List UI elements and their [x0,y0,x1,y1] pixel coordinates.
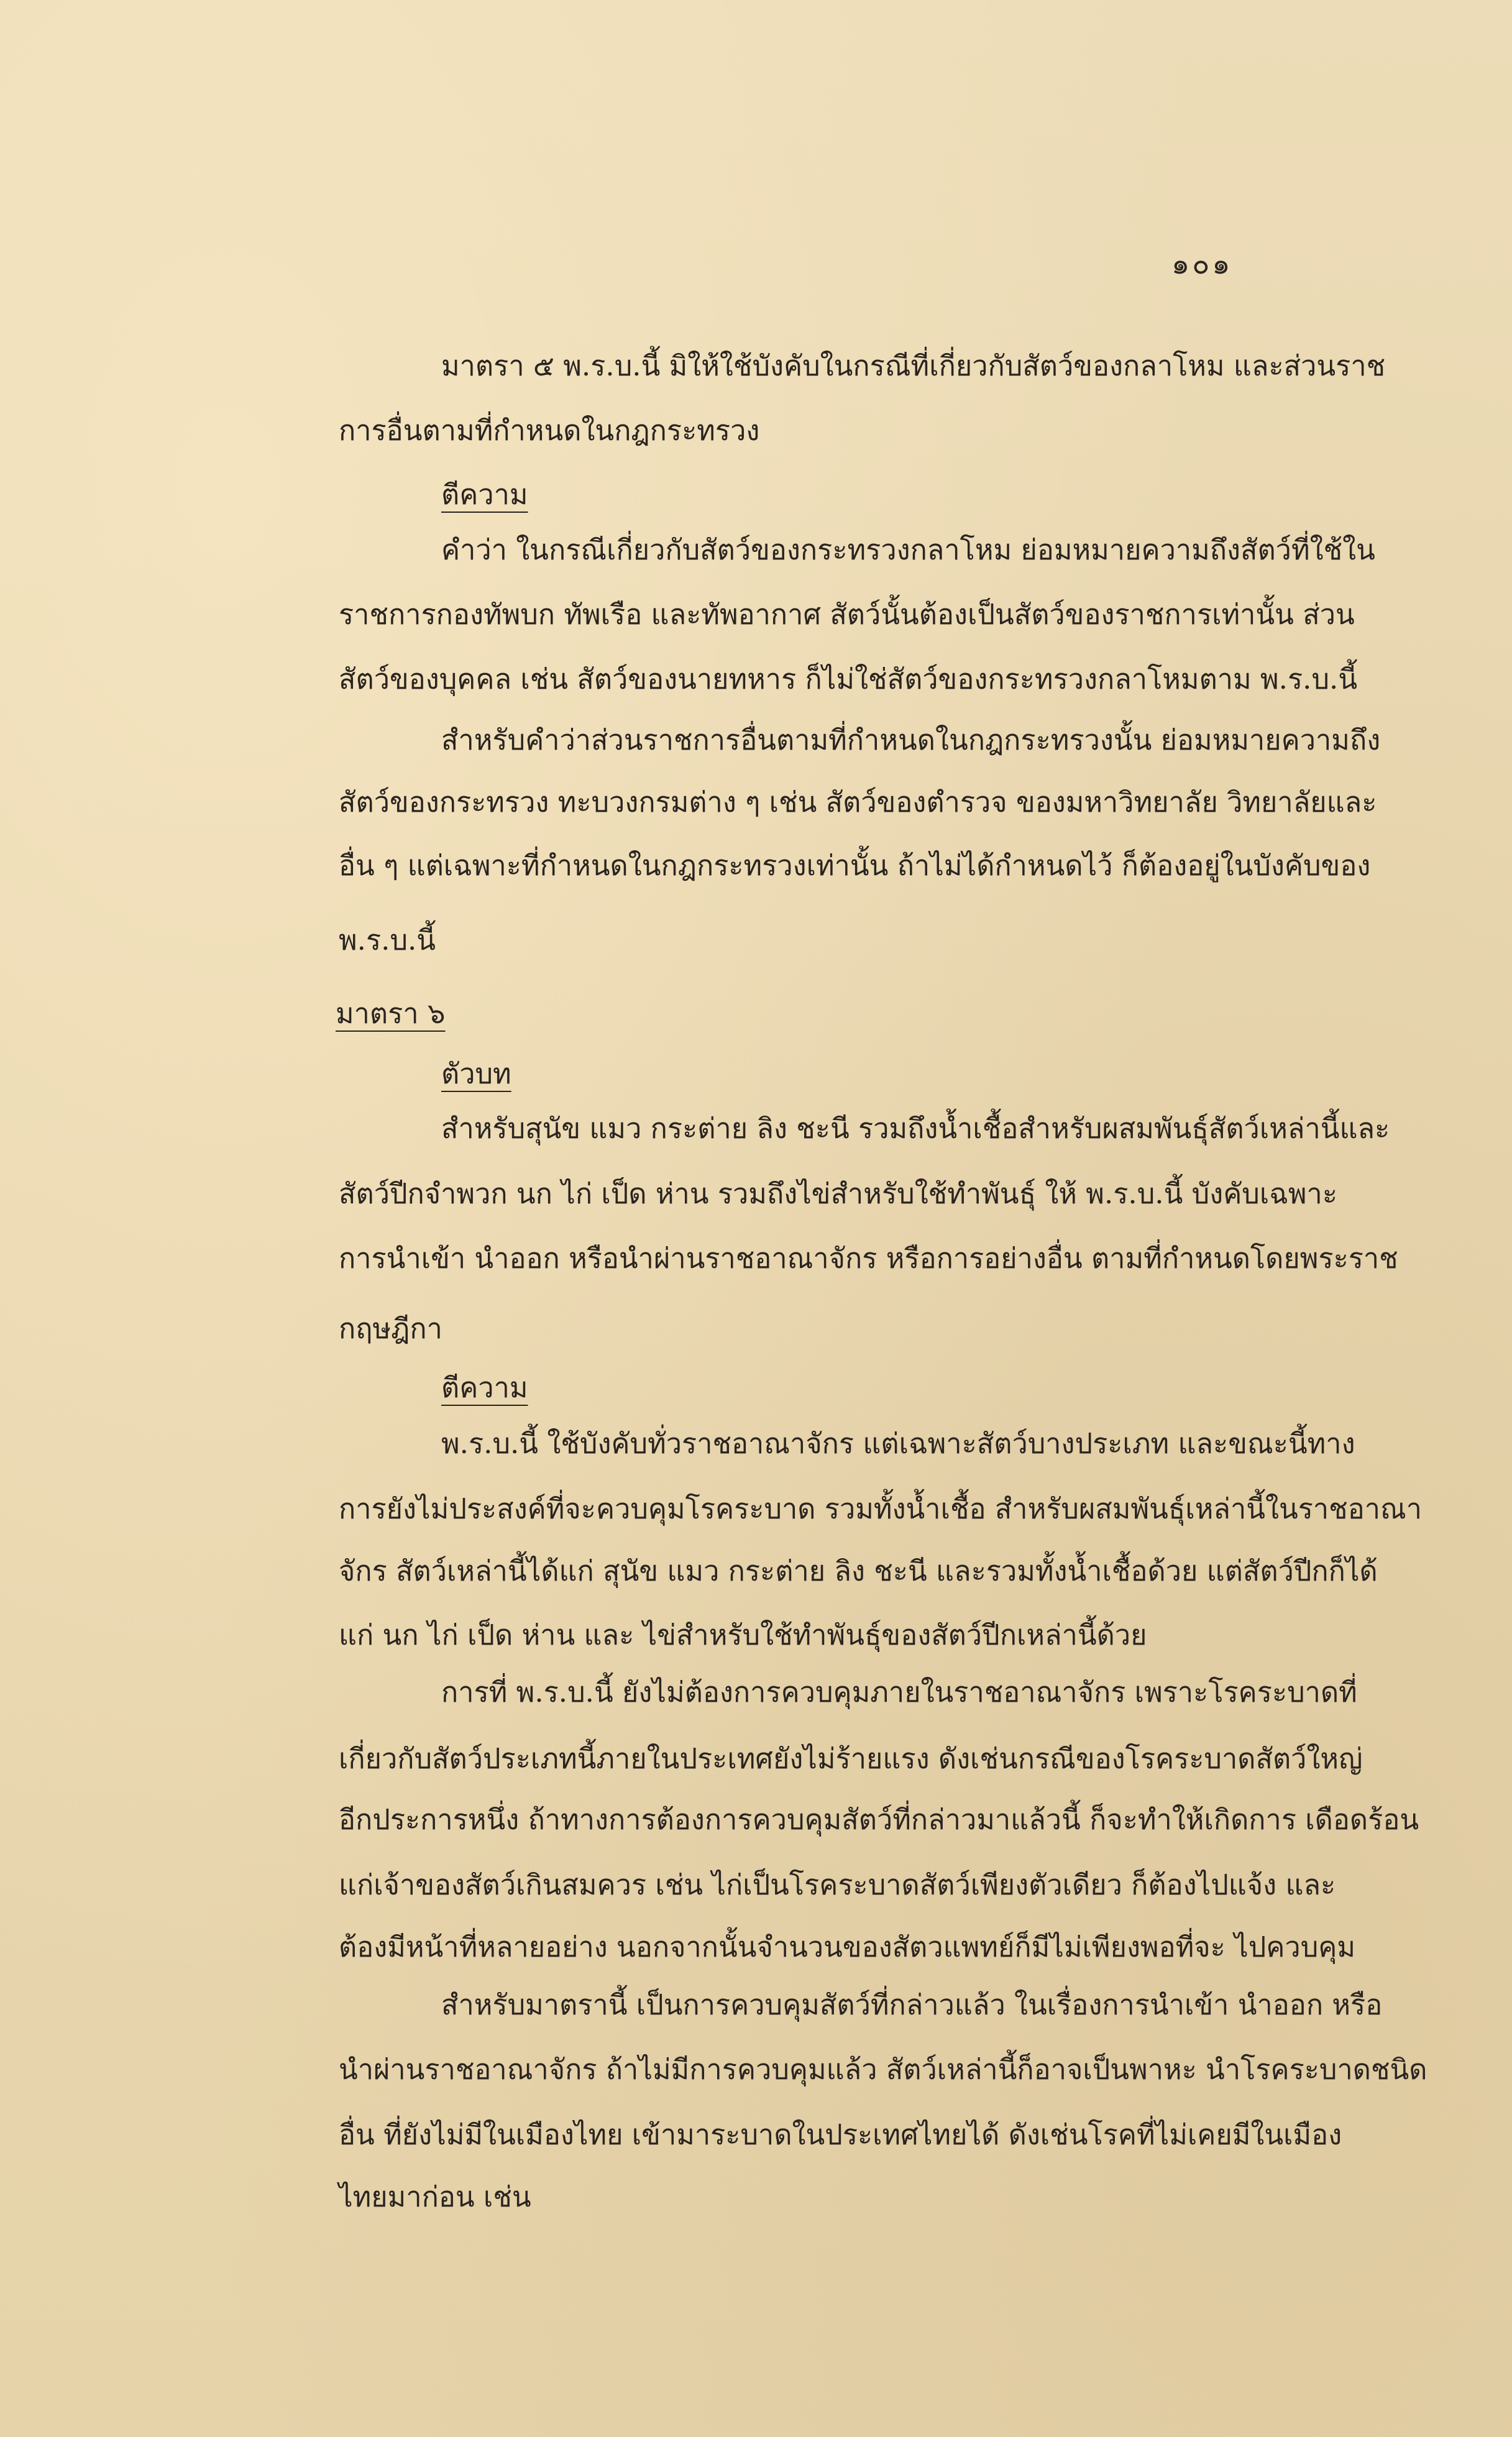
section-heading-interpretation: ตีความ [441,1371,528,1404]
paragraph-line: สัตว์ปีกจำพวก นก ไก่ เป็ด ห่าน รวมถึงไข่สำหรับใช้ทำพันธุ์ ให้ พ.ร.บ.นี้ บังคับเฉพาะ [339,1177,1337,1210]
section-heading-article-6: มาตรา ๖ [336,997,446,1030]
paragraph-line: สัตว์ของบุคคล เช่น สัตว์ของนายทหาร ก็ไม่ใช่สัตว์ของกระทรวงกลาโหมตาม พ.ร.บ.นี้ [339,663,1358,695]
paragraph-line: การอื่นตามที่กำหนดในกฎกระทรวง [339,414,760,447]
page-number: ๑๐๑ [1171,247,1233,280]
paragraph-line: การยังไม่ประสงค์ที่จะควบคุมโรคระบาด รวมทั้งน้ำเชื้อ สำหรับผสมพันธุ์เหล่านี้ในราชอาณา [339,1492,1423,1525]
paragraph-line: พ.ร.บ.นี้ [339,924,436,957]
paragraph-line: การนำเข้า นำออก หรือนำผ่านราชอาณาจักร หรือการอย่างอื่น ตามที่กำหนดโดยพระราช [339,1242,1398,1275]
paragraph-line: คำว่า ในกรณีเกี่ยวกับสัตว์ของกระทรวงกลาโหม ย่อมหมายความถึงสัตว์ที่ใช้ใน [441,533,1375,566]
paragraph-line: การที่ พ.ร.บ.นี้ ยังไม่ต้องการควบคุมภายในราชอาณาจักร เพราะโรคระบาดที่ [441,1676,1357,1709]
paragraph-line: อื่น ๆ แต่เฉพาะที่กำหนดในกฎกระทรวงเท่านั้น ถ้าไม่ได้กำหนดไว้ ก็ต้องอยู่ในบังคับของ [339,849,1371,882]
paragraph-line: ไทยมาก่อน เช่น [339,2180,531,2213]
paragraph-line: ต้องมีหน้าที่หลายอย่าง นอกจากนั้นจำนวนของสัตวแพทย์ก็มีไม่เพียงพอที่จะ ไปควบคุม [339,1930,1356,1963]
paragraph-line: อีกประการหนึ่ง ถ้าทางการต้องการควบคุมสัตว์ที่กล่าวมาแล้วนี้ ก็จะทำให้เกิดการ เดือดร้อน [339,1803,1419,1836]
paragraph-line: อื่น ที่ยังไม่มีในเมืองไทย เข้ามาระบาดในประเทศไทยได้ ดังเช่นโรคที่ไม่เคยมีในเมือง [339,2118,1342,2151]
paragraph-line: มาตรา ๕ พ.ร.บ.นี้ มิให้ใช้บังคับในกรณีที่เกี่ยวกับสัตว์ของกลาโหม และส่วนราช [441,349,1386,382]
paragraph-line: เกี่ยวกับสัตว์ประเภทนี้ภายในประเทศยังไม่ร้ายแรง ดังเช่นกรณีของโรคระบาดสัตว์ใหญ่ [339,1742,1363,1775]
paragraph-line: สำหรับสุนัข แมว กระต่าย ลิง ชะนี รวมถึงน้ำเชื้อสำหรับผสมพันธุ์สัตว์เหล่านี้และ [441,1112,1390,1145]
paragraph-line: นำผ่านราชอาณาจักร ถ้าไม่มีการควบคุมแล้ว สัตว์เหล่านี้ก็อาจเป็นพาหะ นำโรคระบาดชนิด [339,2053,1427,2086]
paragraph-line: แก่เจ้าของสัตว์เกินสมควร เช่น ไก่เป็นโรคระบาดสัตว์เพียงตัวเดียว ก็ต้องไปแจ้ง และ [339,1868,1336,1901]
paragraph-line: พ.ร.บ.นี้ ใช้บังคับทั่วราชอาณาจักร แต่เฉพาะสัตว์บางประเภท และขณะนี้ทาง [441,1427,1355,1460]
section-heading-interpretation: ตีความ [441,478,528,511]
section-heading-text: ตัวบท [441,1057,511,1090]
paragraph-line: สัตว์ของกระทรวง ทะบวงกรมต่าง ๆ เช่น สัตว์ของตำรวจ ของมหาวิทยาลัย วิทยาลัยและ [339,786,1377,819]
paragraph-line: จักร สัตว์เหล่านี้ได้แก่ สุนัข แมว กระต่าย ลิง ชะนี และรวมทั้งน้ำเชื้อด้วย แต่สัตว์ปีกก็ได้ [339,1554,1378,1587]
paragraph-line: แก่ นก ไก่ เป็ด ห่าน และ ไข่สำหรับใช้ทำพันธุ์ของสัตว์ปีกเหล่านี้ด้วย [339,1618,1147,1651]
paragraph-line: สำหรับคำว่าส่วนราชการอื่นตามที่กำหนดในกฎกระทรวงนั้น ย่อมหมายความถึง [441,723,1381,756]
paragraph-line: กฤษฎีกา [339,1312,442,1345]
paragraph-line: ราชการกองทัพบก ทัพเรือ และทัพอากาศ สัตว์นั้นต้องเป็นสัตว์ของราชการเท่านั้น ส่วน [339,598,1355,631]
paragraph-line: สำหรับมาตรานี้ เป็นการควบคุมสัตว์ที่กล่าวแล้ว ในเรื่องการนำเข้า นำออก หรือ [441,1988,1383,2021]
